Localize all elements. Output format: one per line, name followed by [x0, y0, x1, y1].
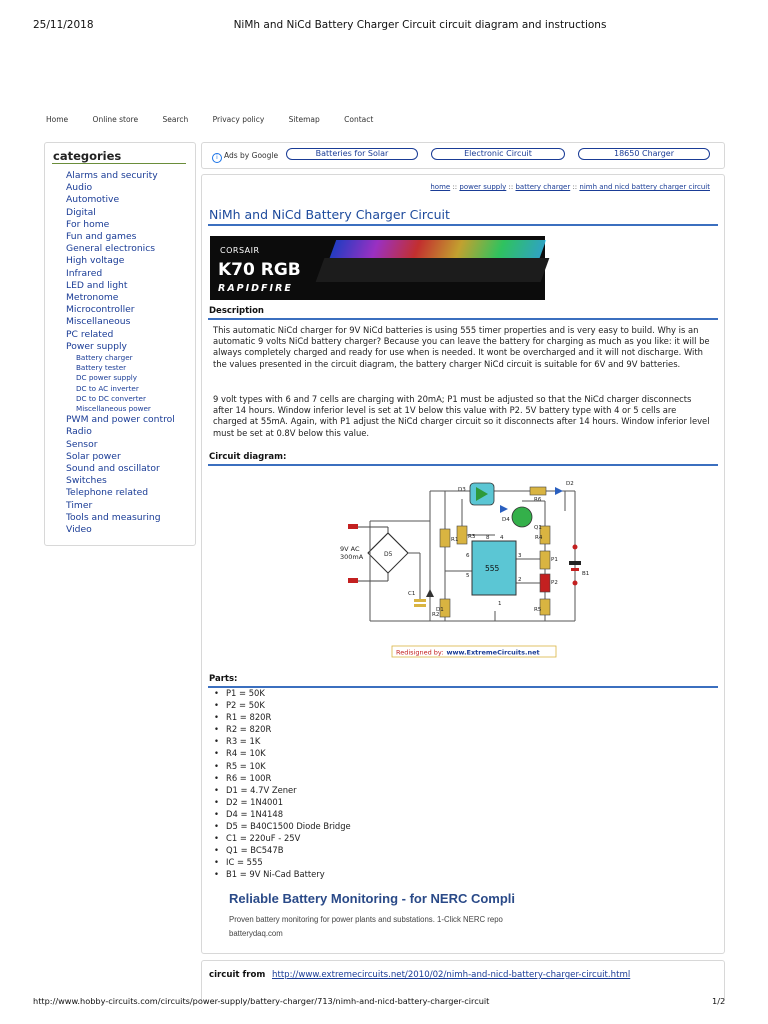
- sidebar-divider: [52, 163, 186, 164]
- ads-by-google-label: Ads by Google: [224, 151, 279, 160]
- label-pin8: 8: [486, 535, 490, 541]
- banner-subline: RAPIDFIRE: [218, 283, 293, 294]
- resistor-r1: [440, 529, 450, 547]
- label-p1: P1: [551, 557, 558, 563]
- sidebar-item-radio[interactable]: Radio: [66, 426, 92, 438]
- ac-terminal-bottom: [348, 578, 358, 583]
- battery-terminal-minus: [573, 581, 578, 586]
- part-item: • C1 = 220uF - 25V: [214, 832, 351, 844]
- sidebar-item-sensor[interactable]: Sensor: [66, 438, 98, 450]
- part-item: • D1 = 4.7V Zener: [214, 784, 351, 796]
- part-item: • IC = 555: [214, 856, 351, 868]
- banner-keyboard-shape: [316, 258, 550, 282]
- part-item: • P1 = 50K: [214, 687, 351, 699]
- label-d5: D5: [384, 551, 393, 558]
- credit-prefix: Redisigned by:: [396, 648, 444, 657]
- top-nav: [46, 115, 387, 124]
- label-pin6: 6: [466, 553, 470, 559]
- part-item: • R5 = 10K: [214, 760, 351, 772]
- sidebar-item-dc-power-supply[interactable]: DC power supply: [76, 373, 138, 383]
- source-label: circuit from: [209, 970, 266, 980]
- label-d2: D2: [566, 481, 574, 487]
- breadcrumb-item[interactable]: nimh and nicd battery charger circuit: [579, 183, 710, 191]
- ac-terminal-top: [348, 524, 358, 529]
- breadcrumb-item[interactable]: battery charger: [515, 183, 571, 191]
- sidebar-item-dc-to-ac-inverter[interactable]: DC to AC inverter: [76, 383, 139, 393]
- part-item: • B1 = 9V Ni-Cad Battery: [214, 868, 351, 880]
- nav-home[interactable]: Home: [46, 115, 69, 124]
- corsair-banner-ad[interactable]: [210, 236, 545, 300]
- label-r4: R4: [535, 535, 543, 541]
- sidebar-item-infrared[interactable]: Infrared: [66, 267, 103, 279]
- print-footer-url: http://www.hobby-circuits.com/circuits/power-supply/battery-charger/713/nimh-and-nicd-battery-charger-circuit: [33, 996, 490, 1006]
- label-r2: R2: [432, 612, 440, 618]
- print-title: NiMh and NiCd Battery Charger Circuit circuit diagram and instructions: [233, 19, 607, 31]
- label-b1: B1: [582, 571, 590, 577]
- sidebar-item-metronome[interactable]: Metronome: [66, 292, 119, 304]
- sidebar-item-tools-and-measuring[interactable]: Tools and measuring: [66, 511, 161, 523]
- sidebar-item-video[interactable]: Video: [66, 524, 92, 536]
- diode-d2: [555, 487, 563, 495]
- ad-pill-electronic-circuit[interactable]: Electronic Circuit: [431, 148, 565, 160]
- ads-by-google[interactable]: [212, 151, 278, 163]
- label-pin4: 4: [500, 535, 504, 541]
- parts-list: [214, 687, 351, 881]
- part-item: • R2 = 820R: [214, 723, 351, 735]
- part-item: • D4 = 1N4148: [214, 808, 351, 820]
- circuit-divider: [208, 464, 718, 466]
- capacitor-c1-plate: [414, 604, 426, 607]
- pot-p1: [540, 551, 550, 569]
- ad-description: Proven battery monitoring for power plants and substations. 1-Click NERC repo: [229, 915, 503, 924]
- breadcrumb-item[interactable]: power supply: [459, 183, 507, 191]
- sidebar-categories: [44, 142, 196, 546]
- credit-site: www.ExtremeCircuits.net: [446, 648, 540, 657]
- pot-p2: [540, 574, 550, 592]
- sidebar-item-pc-related[interactable]: PC related: [66, 328, 114, 340]
- info-icon: i: [212, 153, 222, 163]
- source-box: [201, 960, 725, 1001]
- part-item: • D2 = 1N4001: [214, 796, 351, 808]
- description-heading: Description: [209, 306, 264, 316]
- description-paragraph-1: This automatic NiCd charger for 9V NiCd batteries is using 555 timer properties and is very easy to build. Why is an automatic 9 volts NiCd battery charger? Because you can leave the battery for charging as much as you like: it will be always completely charged and ready for use when is needed. It wont be overcharged and it will not discharge. With the values presented in the circuit diagram, the battery charger NiCd circuit is suitable for 6V and 9V batteries.: [213, 325, 710, 369]
- sidebar-item-high-voltage[interactable]: High voltage: [66, 255, 125, 267]
- banner-brand: CORSAIR: [220, 246, 260, 255]
- sidebar-item-solar-power[interactable]: Solar power: [66, 450, 121, 462]
- source-link[interactable]: http://www.extremecircuits.net/2010/02/nimh-and-nicd-battery-charger-circuit.html: [272, 970, 631, 980]
- label-d3: D3: [458, 487, 466, 493]
- part-item: • R4 = 10K: [214, 747, 351, 759]
- breadcrumb-separator: ::: [450, 183, 460, 191]
- sidebar-item-miscellaneous[interactable]: Miscellaneous: [66, 316, 131, 328]
- label-c1: C1: [408, 591, 416, 597]
- label-d4: D4: [502, 517, 510, 523]
- description-paragraph-2: 9 volt types with 6 and 7 cells are charging with 20mA; P1 must be adjusted so that the NiCd charger disconnects after 14 hours. Window inferior level is set at 1V below this value with P2. 5V battery type with 4 or 5 cells are charged at 55mA. Again, with P1 adjust the NiCd charger circuit so it disconnects after 14 hours. Window inferior level must be set at 0.8V below this value.: [213, 394, 710, 438]
- description-divider: [208, 318, 718, 320]
- sidebar-item-alarms-and-security[interactable]: Alarms and security: [66, 170, 158, 181]
- part-item: • R1 = 820R: [214, 711, 351, 723]
- sidebar-title: categories: [53, 149, 122, 163]
- label-q1: Q1: [534, 525, 542, 531]
- battery-b1-plate: [571, 568, 579, 571]
- sidebar-item-telephone-related[interactable]: Telephone related: [66, 487, 149, 499]
- circuit-credit: [396, 649, 540, 657]
- ads-bar: [201, 142, 725, 169]
- label-r6: R6: [534, 497, 542, 503]
- label-pin5: 5: [466, 573, 470, 579]
- sidebar-item-led-and-light[interactable]: LED and light: [66, 279, 128, 291]
- part-item: • Q1 = BC547B: [214, 844, 351, 856]
- print-page-number: 1/2: [712, 996, 726, 1006]
- label-r3: R3: [468, 534, 476, 540]
- nav-privacy-policy[interactable]: Privacy policy: [212, 115, 265, 124]
- parts-heading: Parts:: [209, 674, 238, 684]
- sidebar-item-power-supply[interactable]: Power supply: [66, 340, 127, 352]
- nav-online-store[interactable]: Online store: [92, 115, 139, 124]
- banner-model: K70 RGB: [218, 260, 301, 280]
- label-p2: P2: [551, 580, 558, 586]
- sidebar-item-dc-to-dc-converter[interactable]: DC to DC converter: [76, 393, 146, 403]
- sidebar-item-battery-tester[interactable]: Battery tester: [76, 363, 127, 373]
- resistor-r6: [530, 487, 546, 495]
- sidebar-item-for-home[interactable]: For home: [66, 218, 110, 230]
- resistor-r3: [457, 526, 467, 544]
- battery-terminal-plus: [573, 545, 578, 550]
- category-list: [66, 170, 175, 536]
- circuit-diagram-heading: Circuit diagram:: [209, 452, 287, 462]
- sidebar-item-battery-charger[interactable]: Battery charger: [76, 353, 133, 363]
- sidebar-item-pwm-and-power-control[interactable]: PWM and power control: [66, 414, 175, 426]
- sidebar-item-audio[interactable]: Audio: [66, 182, 93, 194]
- part-item: • P2 = 50K: [214, 699, 351, 711]
- sidebar-item-fun-and-games[interactable]: Fun and games: [66, 231, 137, 243]
- label-r1: R1: [451, 537, 459, 543]
- label-pin2: 2: [518, 577, 522, 583]
- label-ic: 555: [485, 564, 500, 573]
- page-title: NiMh and NiCd Battery Charger Circuit: [209, 207, 450, 222]
- part-item: • R3 = 1K: [214, 735, 351, 747]
- sidebar-item-timer[interactable]: Timer: [66, 499, 93, 511]
- capacitor-c1: [414, 599, 426, 602]
- breadcrumb-separator: ::: [506, 183, 516, 191]
- sidebar-item-miscellaneous-power[interactable]: Miscellaneous power: [76, 404, 151, 414]
- sidebar-item-general-electronics[interactable]: General electronics: [66, 243, 156, 255]
- resistor-r5: [540, 599, 550, 615]
- battery-b1: [569, 561, 581, 565]
- breadcrumb: [430, 183, 710, 191]
- nav-contact[interactable]: Contact: [344, 115, 374, 124]
- sidebar-item-digital[interactable]: Digital: [66, 206, 96, 218]
- label-pin3: 3: [518, 553, 522, 559]
- sidebar-item-microcontroller[interactable]: Microcontroller: [66, 304, 135, 316]
- nav-sitemap[interactable]: Sitemap: [288, 115, 320, 124]
- label-r5: R5: [534, 607, 542, 613]
- diode-d4: [500, 505, 508, 513]
- ad-pill-18650-charger[interactable]: 18650 Charger: [578, 148, 710, 160]
- ad-title-link[interactable]: Reliable Battery Monitoring - for NERC Compli: [229, 891, 516, 906]
- title-divider: [208, 224, 718, 226]
- breadcrumb-item[interactable]: home: [430, 183, 451, 191]
- main-content: [201, 174, 725, 954]
- part-item: • R6 = 100R: [214, 772, 351, 784]
- circuit-diagram: [340, 471, 590, 661]
- print-date: 25/11/2018: [33, 19, 94, 31]
- ad-url[interactable]: batterydaq.com: [229, 929, 283, 938]
- sidebar-item-switches[interactable]: Switches: [66, 475, 107, 487]
- label-pin1: 1: [498, 601, 502, 607]
- sidebar-item-sound-and-oscillator[interactable]: Sound and oscillator: [66, 463, 160, 475]
- label-ma: 300mA: [340, 553, 364, 561]
- breadcrumb-separator: ::: [570, 183, 580, 191]
- transistor-q1: [512, 507, 532, 527]
- ad-pill-batteries-for-solar[interactable]: Batteries for Solar: [286, 148, 418, 160]
- label-d1: D1: [436, 607, 444, 613]
- sidebar-item-automotive[interactable]: Automotive: [66, 194, 120, 206]
- part-item: • D5 = B40C1500 Diode Bridge: [214, 820, 351, 832]
- nav-search[interactable]: Search: [162, 115, 189, 124]
- label-ac: 9V AC: [340, 545, 360, 553]
- diode-d1: [426, 589, 434, 597]
